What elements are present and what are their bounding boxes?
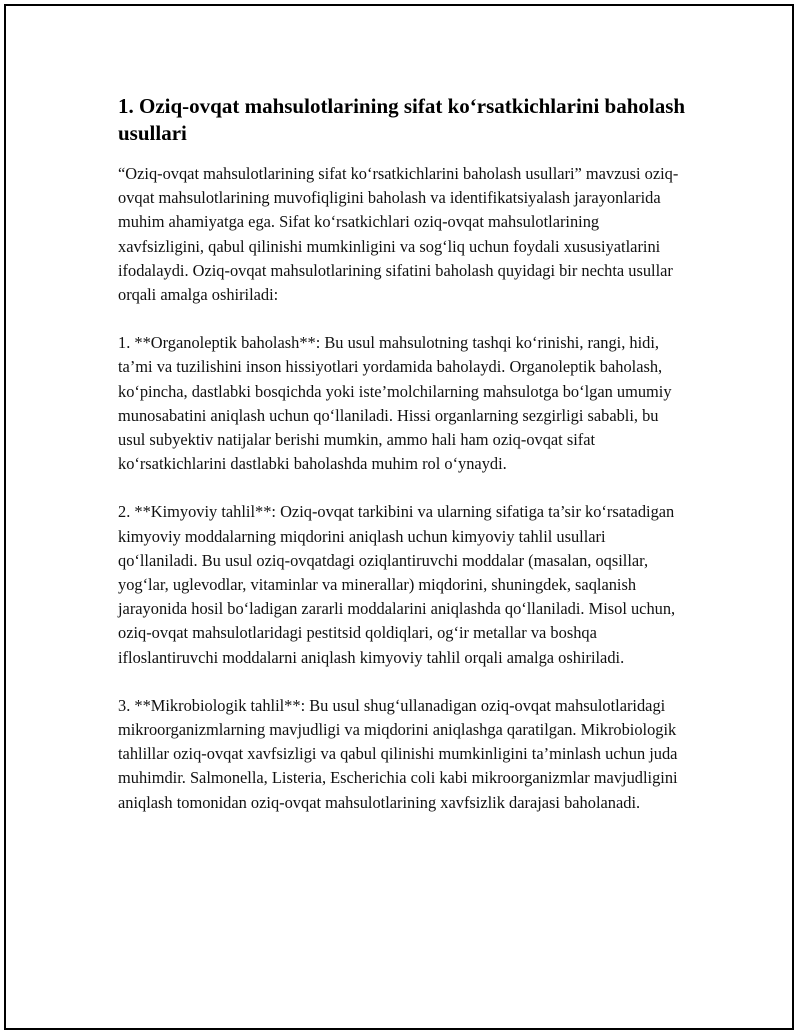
document-title: 1. Oziq-ovqat mahsulotlarining sifat ko‘rsatkichlarini baholash usullari (118, 94, 686, 145)
chemical-analysis-paragraph: 2. **Kimyoviy tahlil**: Oziq-ovqat tarkibini va ularning sifatiga ta’sir ko‘rsatadigan kimyoviy moddalarning miqdorini aniqlash uchun kimyoviy tahlil usullari qo‘llaniladi. Bu usul oziq-ovqatdagi oziqlantiruvchi moddalar (masalan, oqsillar, yog‘lar, uglevodlar, vitaminlar va minerallar) miqdorini, shuningdek, saqlanish jarayonida hosil bo‘ladigan zararli moddalarini aniqlashda qo‘llaniladi. Misol uchun, oziq-ovqat mahsulotlaridagi pestitsid qoldiqlari, og‘ir metallar va boshqa ifloslantiruvchi moddalarni aniqlash kimyoviy tahlil orqali amalga oshiriladi. (118, 502, 676, 667)
organoleptic-paragraph: 1. **Organoleptik baholash**: Bu usul mahsulotning tashqi ko‘rinishi, rangi, hidi, ta’mi va tuzilishini inson hissiyotlari yordamida baholaydi. Organoleptik baholash, ko‘pincha, dastlabki bosqichda yoki iste’molchilarning mahsulotga bo‘lgan umumiy munosabatini aniqlash uchun qo‘llaniladi. Hissi organlarning sezgirligi sababli, bu usul subyektiv natijalar berishi mumkin, ammo hali ham oziq-ovqat sifat ko‘rsatkichlarini dastlabki baholashda muhim rol o‘ynaydi. (118, 333, 672, 474)
document-body (118, 93, 688, 839)
microbiological-analysis-paragraph: 3. **Mikrobiologik tahlil**: Bu usul shug‘ullanadigan oziq-ovqat mahsulotlaridagi mikroorganizmlarning mavjudligi va miqdorini aniqlashga qaratilgan. Mikrobiologik tahlillar oziq-ovqat xavfsizligi va qabul qilinishi mumkinligini ta’minlash uchun juda muhimdir. Salmonella, Listeria, Escherichia coli kabi mikroorganizmlar mavjudligini aniqlash tomonidan oziq-ovqat mahsulotlarining xavfsizlik darajasi baholanadi. (118, 695, 678, 812)
intro-paragraph: “Oziq-ovqat mahsulotlarining sifat ko‘rsatkichlarini baholash usullari” mavzusi oziq-ovqat mahsulotlarining muvofiqligini baholash va identifikatsiyalash jarayonlarida muhim ahamiyatga ega. Sifat ko‘rsatkichlari oziq-ovqat mahsulotlarining xavfsizligini, qabul qilinishi mumkinligini va sog‘liq uchun foydali xususiyatlarini ifodalaydi. Oziq-ovqat mahsulotlarining sifatini baholash quyidagi bir nechta usullar orqali amalga oshiriladi: (118, 164, 679, 305)
